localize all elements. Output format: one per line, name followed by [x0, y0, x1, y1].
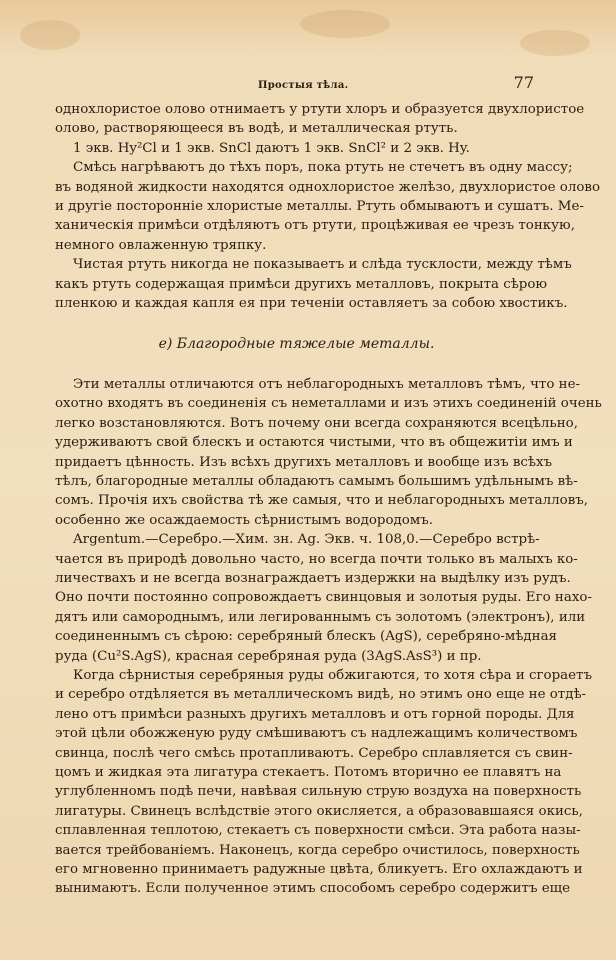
text-line: легко возстановляются. Вотъ почему они всегда сохраняются всецѣльно,: [55, 415, 578, 431]
stain: [520, 30, 590, 56]
text-line: дятъ или самороднымъ, или легированнымъ съ золотомъ (электронъ), или: [55, 609, 586, 625]
paragraph-block-1: [55, 100, 601, 313]
text-line: руда (Cu²S.AgS), красная серебряная руда (3AgS.AsS³) и пр.: [55, 648, 482, 664]
text-line: Чистая ртуть никогда не показываетъ и слѣда тусклости, между тѣмъ: [73, 257, 572, 273]
text-line: въ водяной жидкости находятся однохлористое желѣзо, двухлористое олово: [55, 179, 601, 195]
section-heading: e) Благородные тяжелые металлы.: [158, 336, 435, 353]
page-body: [55, 100, 602, 899]
text-line: свинца, послѣ чего смѣсь протапливаютъ. Серебро сплавляется съ свин-: [55, 745, 573, 761]
text-line: тѣлъ, благородные металлы обладаютъ самымъ большимъ удѣльнымъ вѣ-: [55, 473, 578, 489]
text-line: особенно же осаждаемость сѣрнистымъ водородомъ.: [55, 512, 434, 528]
text-line: удерживаютъ свой блескъ и остаются чистыми, что въ общежитіи имъ и: [55, 435, 573, 451]
text-line: лигатуры. Свинецъ вслѣдствіе этого окисляется, а образовавшаяся окись,: [55, 803, 583, 819]
page-number: 77: [513, 73, 534, 92]
text-line: его мгновенно принимаетъ радужные цвѣта, бликуетъ. Его охлаждаютъ и: [55, 862, 583, 878]
text-line: соединеннымъ съ сѣрою: серебряный блескъ (AgS), серебряно-мѣдная: [55, 629, 557, 645]
text-line: вается трейбованіемъ. Наконецъ, когда серебро очистилось, поверхность: [55, 842, 580, 858]
text-line: олово, растворяющееся въ водѣ, и металлическая ртуть.: [55, 121, 458, 137]
text-line: Когда сѣрнистыя серебряныя руды обжигаются, то хотя сѣра и сгораетъ: [73, 667, 592, 683]
text-line: этой цѣли обожженую руду смѣшиваютъ съ надлежащимъ количествомъ: [55, 726, 578, 742]
text-line: немного овлаженную тряпку.: [55, 237, 267, 253]
text-line: придаетъ цѣнность. Изъ всѣхъ другихъ металловъ и вообще изъ всѣхъ: [55, 454, 553, 470]
text-line: однохлористое олово отнимаетъ у ртути хлоръ и образуется двухлористое: [55, 102, 585, 117]
text-line: цомъ и жидкая эта лигатура стекаетъ. Потомъ вторично ее плавятъ на: [55, 765, 562, 780]
stain: [20, 20, 80, 50]
text-line: пленкою и каждая капля ея при теченіи оставляетъ за собою хвостикъ.: [55, 296, 568, 312]
text-line: охотно входятъ въ соединенія съ неметаллами и изъ этихъ соединеній очень: [55, 396, 602, 412]
text-line: личествахъ и не всегда вознаграждаетъ издержки на выдѣлку изъ рудъ.: [55, 570, 571, 586]
text-line: ханическія примѣси отдѣляютъ отъ ртути, процѣживая ее чрезъ тонкую,: [55, 218, 575, 234]
text-line: Смѣсь нагрѣваютъ до тѣхъ поръ, пока ртуть не стечетъ въ одну массу;: [73, 160, 573, 176]
text-line: Оно почти постоянно сопровождаетъ свинцовыя и золотыя руды. Его нахо-: [55, 590, 592, 606]
text-line: Argentum.—Серебро.—Хим. зн. Ag. Экв. ч. 108,0.—Серебро встрѣ-: [73, 532, 540, 548]
running-title: Простыя тѣла.: [258, 80, 349, 91]
text-line: Эти металлы отличаются отъ неблагородныхъ металловъ тѣмъ, что не-: [73, 376, 581, 392]
equation-line: 1 экв. Hy²Cl и 1 экв. SnCl даютъ 1 экв. SnCl² и 2 экв. Hy.: [73, 140, 470, 156]
text-line: чается въ природѣ довольно часто, но всегда почти только въ малыхъ ко-: [55, 551, 578, 567]
text-line: лено отъ примѣси разныхъ другихъ металловъ и отъ горной породы. Для: [55, 706, 575, 722]
stain: [300, 10, 390, 38]
text-line: и серебро отдѣляется въ металлическомъ видѣ, но этимъ оно еще не отдѣ-: [55, 687, 587, 703]
text-line: какъ ртуть содержащая примѣси другихъ металловъ, покрыта сѣрою: [55, 276, 548, 292]
text-line: углубленномъ подѣ печи, навѣвая сильную струю воздуха на поверхность: [55, 784, 582, 800]
text-line: сплавленная теплотою, стекаетъ съ поверхности смѣси. Эта работа назы-: [55, 823, 581, 839]
text-line: вынимаютъ. Если полученное этимъ способомъ серебро содержитъ еще: [55, 881, 571, 897]
paragraph-block-2: [55, 375, 602, 899]
text-line: сомъ. Прочія ихъ свойства тѣ же самыя, что и неблагородныхъ металловъ,: [55, 493, 589, 509]
text-line: и другіе посторонніе хлористые металлы. Ртуть обмываютъ и сушатъ. Ме-: [55, 199, 584, 215]
page-header: [0, 68, 616, 92]
